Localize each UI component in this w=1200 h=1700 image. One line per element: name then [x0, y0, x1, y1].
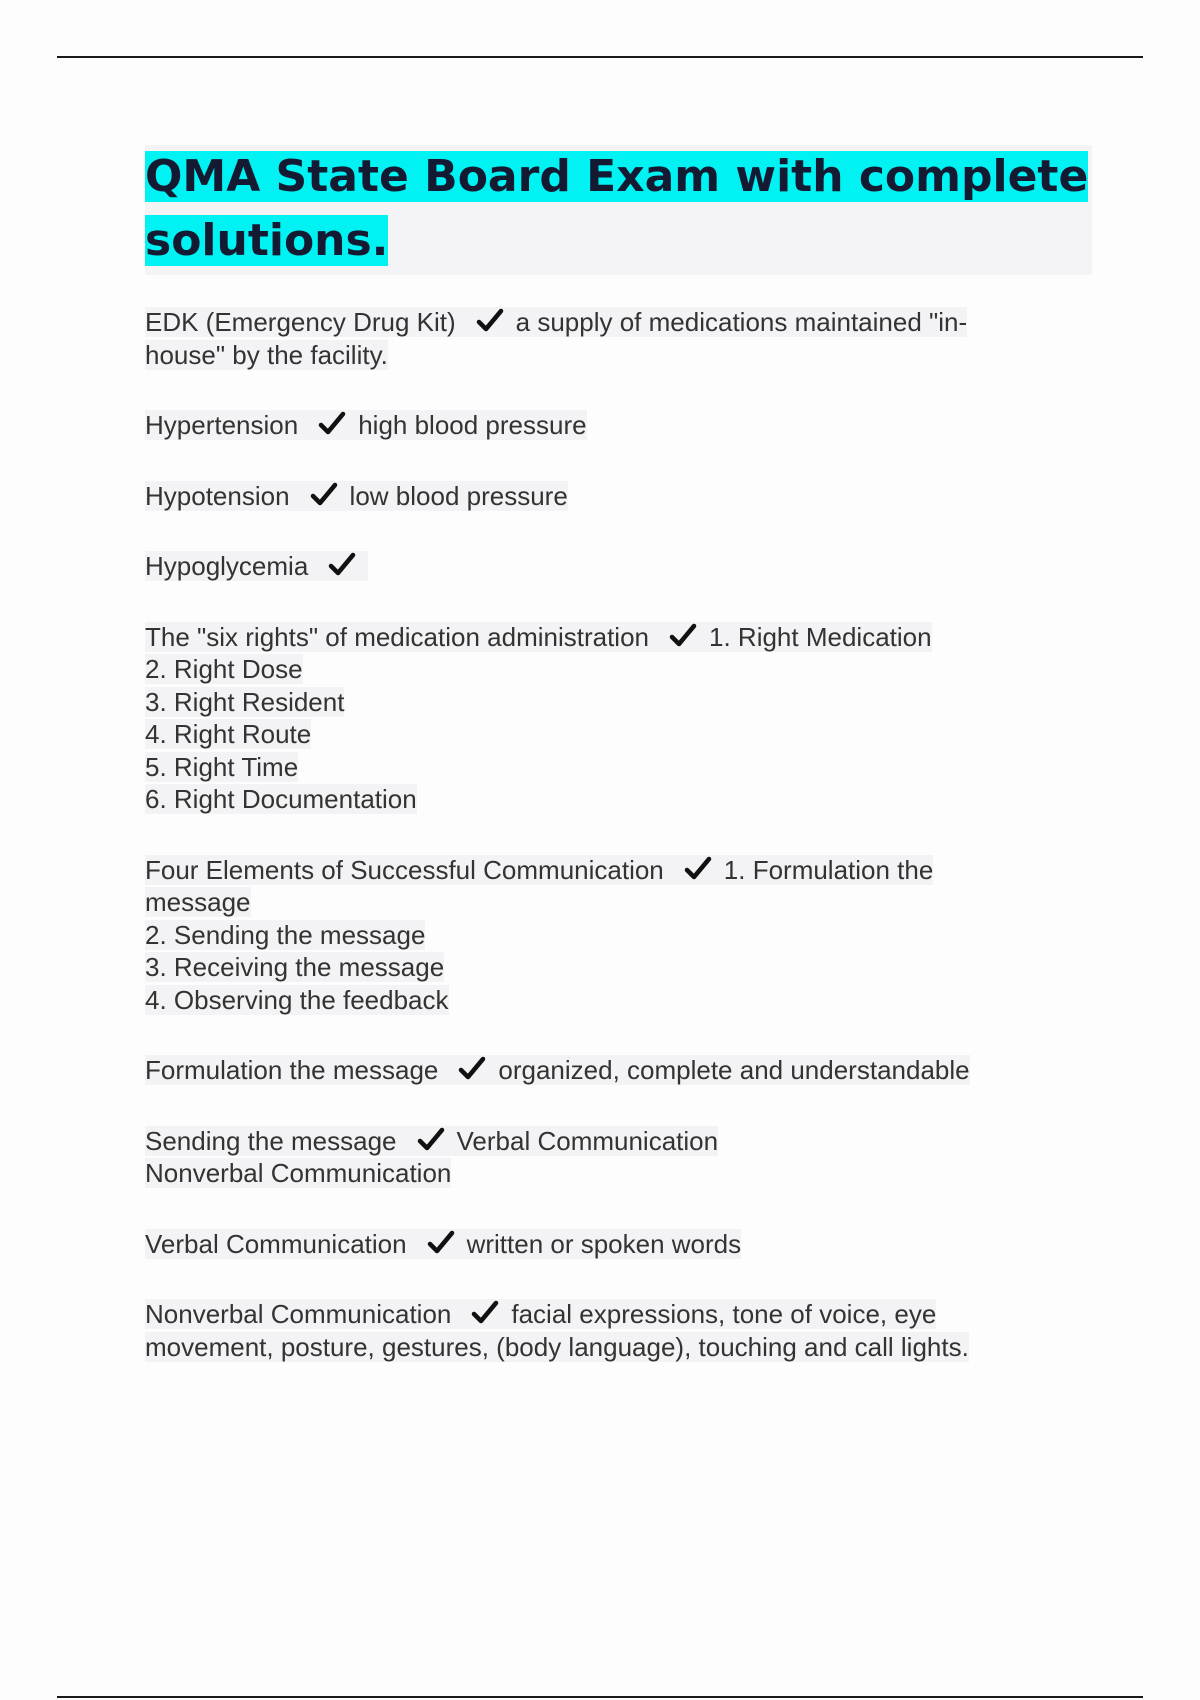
checkmark-icon — [669, 622, 697, 650]
qa-answer-line: message — [145, 887, 251, 917]
checkmark-icon — [476, 307, 504, 335]
qa-term: Four Elements of Successful Communication — [145, 854, 664, 885]
qa-item — [145, 854, 1045, 1017]
qa-term: Sending the message — [145, 1125, 397, 1156]
qa-answer-line: 4. Right Route — [145, 719, 312, 749]
qa-item — [145, 550, 1045, 583]
qa-answer-line: low blood pressure — [349, 480, 568, 511]
qa-answer-line: 1. Formulation the — [723, 854, 934, 885]
qa-term: Hypotension — [145, 480, 290, 511]
qa-term: EDK (Emergency Drug Kit) — [145, 307, 456, 337]
qa-answer-line: a supply of medications maintained "in- — [515, 307, 968, 337]
qa-answer-line: Nonverbal Communication — [145, 1158, 452, 1188]
qa-item — [145, 1228, 1045, 1261]
qa-term: Formulation the message — [145, 1055, 439, 1085]
page-title — [145, 145, 1092, 273]
qa-term: Hypoglycemia — [145, 551, 309, 581]
qa-answer-line: Verbal Communication — [456, 1125, 719, 1156]
qa-answer-line: house" by the facility. — [145, 339, 388, 370]
qa-answer-line: high blood pressure — [358, 410, 587, 440]
checkmark-icon — [458, 1055, 486, 1083]
header-rule — [57, 56, 1143, 58]
qa-term: The "six rights" of medication administration — [145, 621, 650, 652]
footer-rule — [57, 1696, 1143, 1698]
title-block — [145, 145, 1092, 275]
checkmark-icon — [328, 551, 356, 579]
qa-term: Hypertension — [145, 410, 299, 440]
qa-answer-line: movement, posture, gestures, (body language), touching and call lights. — [145, 1331, 969, 1362]
qa-answer-line: written or spoken words — [466, 1228, 742, 1259]
title-line-1: QMA State Board Exam with complete — [145, 151, 1089, 202]
qa-answer-line: 5. Right Time — [145, 751, 299, 782]
qa-answer-line: organized, complete and understandable — [498, 1055, 970, 1085]
qa-item — [145, 480, 1045, 513]
qa-item — [145, 306, 1045, 371]
qa-term: Verbal Communication — [145, 1228, 407, 1259]
qa-answer-line: 3. Receiving the message — [145, 952, 445, 982]
qa-answer-line: 2. Sending the message — [145, 919, 426, 950]
qa-answer-line: 2. Right Dose — [145, 654, 303, 684]
qa-list — [145, 306, 1045, 1401]
qa-item — [145, 1054, 1045, 1087]
qa-answer-line: facial expressions, tone of voice, eye — [511, 1299, 937, 1329]
qa-term: Nonverbal Communication — [145, 1299, 452, 1329]
qa-answer-line: 3. Right Resident — [145, 686, 345, 717]
qa-item — [145, 1125, 1045, 1190]
qa-item — [145, 409, 1045, 442]
checkmark-icon — [684, 855, 712, 883]
checkmark-icon — [417, 1126, 445, 1154]
qa-answer-line: 4. Observing the feedback — [145, 984, 449, 1015]
checkmark-icon — [310, 481, 338, 509]
qa-answer-line: 6. Right Documentation — [145, 784, 417, 814]
qa-item — [145, 621, 1045, 816]
qa-answer-line: 1. Right Medication — [709, 621, 932, 652]
checkmark-icon — [427, 1229, 455, 1257]
title-line-2: solutions. — [145, 215, 389, 266]
checkmark-icon — [318, 410, 346, 438]
checkmark-icon — [471, 1299, 499, 1327]
qa-item — [145, 1298, 1045, 1363]
